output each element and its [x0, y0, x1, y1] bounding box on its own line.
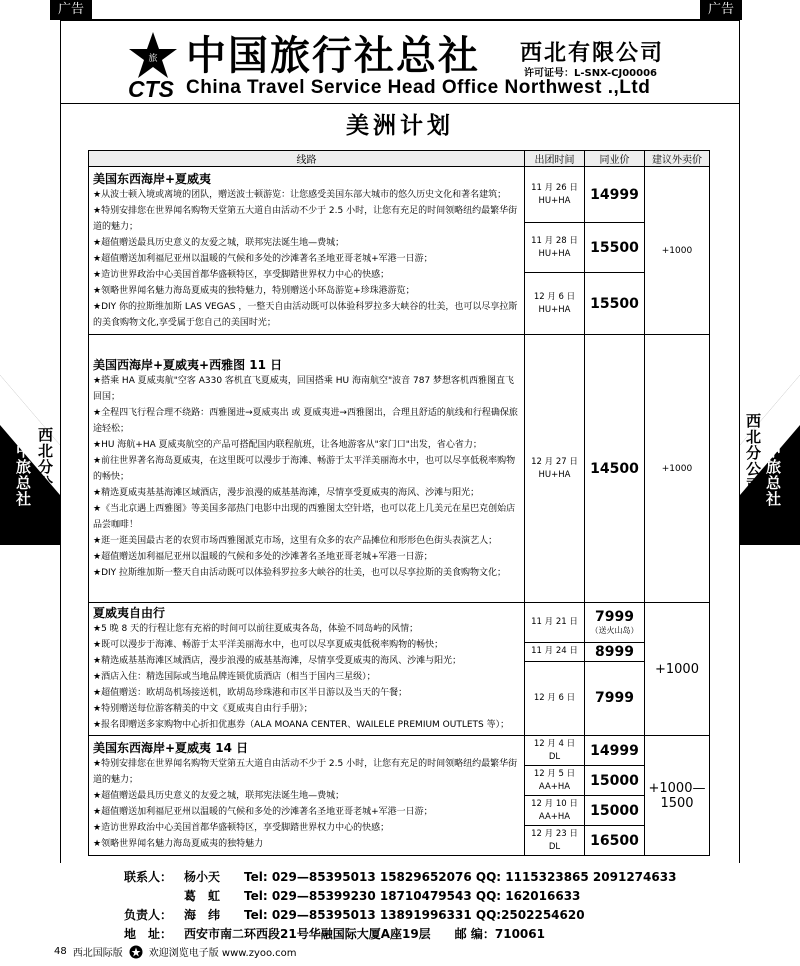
side-text-left-b: 中旅总社	[14, 443, 32, 507]
brand-name-en: China Travel Service Head Office Northwest .,Ltd	[186, 77, 651, 98]
header-suggested-price: 建议外卖价	[645, 151, 710, 167]
route-line: ★超值赠送最具历史意义的友爱之城，联邦宪法诞生地—费城；	[93, 237, 345, 248]
header-trade-price: 同业价	[585, 151, 645, 167]
route-line: ★HU 海航+HA 夏威夷航空的产品可搭配国内联程航班，让各地游客从"家门口"出发，省心省力；	[93, 439, 482, 450]
trade-price-cell	[585, 603, 645, 643]
route-line: ★超值赠送加利福尼亚州以温暖的气候和多处的沙滩著名圣地亚哥老城+军港一日游；	[93, 806, 433, 817]
route-line: ★领略世界闻名魅力海岛夏威夷的独特魅力	[93, 838, 264, 849]
route-line: ★领略世界闻名魅力海岛夏威夷的独特魅力，特别赠送小环岛游览+珍珠港游览；	[93, 285, 415, 296]
departure-date: 11 月 21 日	[525, 603, 585, 643]
side-text-right-a: 西北分公司	[744, 413, 762, 493]
departure-flight: DL	[548, 751, 561, 762]
departure-cell	[525, 796, 585, 826]
route-line: ★超值赠送加利福尼亚州以温暖的气候和多处的沙滩著名圣地亚哥老城+军港一日游；	[93, 551, 433, 562]
departure-date: 12 月 4 日	[533, 738, 576, 749]
route-line: ★从波士顿入境或离境的团队，赠送波士顿游览：让您感受美国东部大城市的悠久历史文化和著名建筑；	[93, 189, 507, 200]
departure-date: 12 月 10 日	[531, 798, 578, 809]
route-cell	[89, 603, 525, 736]
route-line: ★精选威基基海滩区域酒店，漫步浪漫的威基基海滩，尽情享受夏威夷的海风、沙滩与阳光；	[93, 656, 462, 666]
svg-text:旅: 旅	[148, 54, 158, 64]
route-line: ★超值赠送加利福尼亚州以温暖的气候和多处的沙滩著名圣地亚哥老城+军港一日游；	[93, 253, 433, 264]
publication-name: 西北国际版	[72, 948, 123, 959]
suggested-price: +1000	[645, 335, 710, 603]
route-line: ★DIY 你的拉斯维加斯 LAS VEGAS ，一整天自由活动既可以体验科罗拉多大峡谷的壮美，也可以尽享拉斯的美食购物文化,享受属于您自己的美国时光；	[93, 301, 518, 328]
route-line: ★特别安排您在世界闻名购物天堂第五大道自由活动不少于 2.5 小时，让您有充足的时间领略纽约最繁华街道的魅力；	[93, 205, 518, 232]
route-title: 夏威夷自由行	[93, 606, 166, 620]
departure-cell	[525, 273, 585, 335]
departure-date: 12 月 6 日	[533, 291, 576, 302]
trade-price: 14500	[585, 335, 645, 603]
route-title: 美国西海岸+夏威夷+西雅图 11 日	[93, 357, 283, 372]
route-line: ★特别安排您在世界闻名购物天堂第五大道自由活动不少于 2.5 小时，让您有充足的时间领略纽约最繁华街道的魅力；	[93, 758, 518, 785]
contact-block	[124, 868, 676, 944]
departure-flight: HU+HA	[538, 248, 571, 259]
top-rule	[60, 19, 740, 21]
contact-info: Tel: 029—85395013 13891996331 QQ:2502254620	[244, 908, 585, 922]
departure-date: 11 月 26 日	[531, 182, 578, 193]
trade-price: 7999	[595, 609, 634, 626]
suggested-price: +1000	[645, 603, 710, 736]
route-line: ★《当北京遇上西雅图》等美国多部热门电影中出现的西雅图太空针塔，也可以花上几美元在星巴克创始店品尝咖啡！	[93, 503, 516, 530]
page-title: 美洲计划	[346, 112, 454, 139]
route-line: ★前往世界著名海岛夏威夷，在这里既可以漫步于海滩、畅游于太平洋美丽海水中，也可以尽享低税率购物的畅快；	[93, 455, 516, 482]
route-line: ★全程四飞行程合理不绕路：西雅图进→夏威夷出 或 夏威夷进→西雅图出，合理且舒适的航线和行程确保旅途轻松；	[93, 407, 518, 434]
header-divider	[60, 103, 740, 104]
departure-flight: HU+HA	[538, 195, 571, 206]
contact-row	[124, 887, 676, 906]
star-logo-icon	[128, 30, 178, 80]
contact-label: 联系人：	[124, 870, 173, 884]
contact-row	[124, 925, 676, 944]
license-number: 许可证号：L-SNX-CJ00006	[524, 68, 657, 79]
table-row	[89, 335, 710, 603]
trade-price: 14999	[585, 736, 645, 766]
contact-name: 杨小天	[184, 870, 221, 884]
ad-label-right: 广告	[700, 0, 742, 20]
departure-date: 12 月 27 日	[531, 456, 578, 467]
table-row	[89, 603, 710, 643]
contact-label: 负责人：	[124, 908, 173, 922]
departure-flight: HU+HA	[538, 469, 571, 480]
trade-price: 7999	[585, 661, 645, 736]
departure-date: 12 月 5 日	[533, 768, 576, 779]
route-line: ★超值赠送：欧胡岛机场接送机，欧胡岛珍珠港和市区半日游以及当天的午餐；	[93, 688, 408, 698]
route-title: 美国东西海岸+夏威夷	[93, 171, 212, 186]
trade-price: 16500	[585, 826, 645, 856]
suggested-price: +1000—1500	[645, 736, 710, 856]
contact-name: 葛 虹	[184, 889, 221, 903]
trade-price: 15000	[585, 766, 645, 796]
footer	[54, 944, 296, 959]
departure-flight: HU+HA	[538, 304, 571, 315]
route-line: ★造访世界政治中心美国首都华盛顿特区，享受脚踏世界权力中心的快感；	[93, 269, 390, 280]
trade-price: 14999	[585, 167, 645, 223]
route-line: ★造访世界政治中心美国首都华盛顿特区，享受脚踏世界权力中心的快感；	[93, 822, 390, 833]
trade-price: 8999	[585, 643, 645, 661]
departure-flight: AA+HA	[538, 781, 571, 792]
departure-cell	[525, 736, 585, 766]
table-header-row	[89, 151, 710, 167]
side-text-left-a: 西北分公司	[36, 427, 54, 507]
route-cell	[89, 736, 525, 856]
departure-cell	[525, 766, 585, 796]
route-line: ★超值赠送最具历史意义的友爱之城，联邦宪法诞生地—费城；	[93, 790, 345, 801]
departure-flight: DL	[548, 841, 561, 852]
departure-cell	[525, 223, 585, 273]
side-badge-right	[740, 375, 800, 545]
trade-price: 15000	[585, 796, 645, 826]
route-line: ★报名即赠送多家购物中心折扣优惠券（ALA MOANA CENTER、WAILELE PREMIUM OUTLETS 等）；	[93, 720, 510, 730]
price-note: （送火山岛）	[590, 626, 639, 636]
contact-info: 西安市南二环西段21号华融国际大厦A座19层 邮 编：710061	[184, 927, 545, 941]
brand-name-cn: 中国旅行社总社	[186, 32, 480, 79]
page-number: 48	[54, 946, 67, 957]
branch-name-cn: 西北有限公司	[520, 41, 665, 66]
header-departure: 出团时间	[525, 151, 585, 167]
route-line: ★酒店入住：精选国际或当地品牌连锁优质酒店（相当于国内三星级）；	[93, 672, 376, 682]
departure-cell	[525, 826, 585, 856]
itinerary-table	[88, 150, 710, 856]
contact-label	[124, 887, 184, 906]
contact-name: 海 纬	[184, 908, 221, 922]
departure-date: 12 月 6 日	[525, 661, 585, 736]
route-line: ★精选夏威夷基基海滩区域酒店，漫步浪漫的威基基海滩，尽情享受夏威夷的海风、沙滩与阳光；	[93, 487, 480, 498]
table-row	[89, 736, 710, 766]
trade-price: 15500	[585, 273, 645, 335]
departure-flight: AA+HA	[538, 811, 571, 822]
contact-info: Tel: 029—85395013 15829652076 QQ: 1115323865 2091274633	[244, 870, 677, 884]
contact-info: Tel: 029—85399230 18710479543 QQ: 162016633	[244, 889, 581, 903]
cts-wordmark: CTS	[128, 76, 174, 102]
contact-row	[124, 868, 676, 887]
website-link[interactable]: 欢迎浏览电子版 www.zyoo.com	[148, 948, 297, 959]
departure-date: 11 月 24 日	[525, 643, 585, 661]
trade-price: 15500	[585, 223, 645, 273]
route-line: ★DIY 拉斯维加斯一整天自由活动既可以体验科罗拉多大峡谷的壮美，也可以尽享拉斯的美食购物文化；	[93, 567, 507, 578]
departure-date: 12 月 23 日	[531, 828, 578, 839]
departure-cell	[525, 335, 585, 603]
route-cell	[89, 335, 525, 603]
contact-row	[124, 906, 676, 925]
route-cell	[89, 167, 525, 335]
contact-label: 地 址：	[124, 927, 173, 941]
route-line: ★逛一逛美国最古老的农贸市场西雅图派克市场，这里有众多的农产品摊位和形形色色街头表演艺人；	[93, 535, 498, 546]
departure-cell	[525, 167, 585, 223]
table-row	[89, 167, 710, 223]
side-badge-left	[0, 375, 60, 545]
side-text-right-b: 中旅总社	[764, 443, 782, 507]
header-route: 线路	[89, 151, 525, 167]
route-line: ★搭乘 HA 夏威夷航"空客 A330 客机直飞夏威夷，回国搭乘 HU 海南航空"波音 787 梦想客机西雅图直飞回国；	[93, 375, 515, 402]
suggested-price: +1000	[645, 167, 710, 335]
route-line: ★既可以漫步于海滩、畅游于太平洋美丽海水中，也可以尽享夏威夷低税率购物的畅快；	[93, 640, 444, 650]
ad-label-left: 广告	[50, 0, 92, 20]
route-title: 美国东西海岸+夏威夷 14 日	[93, 740, 249, 755]
route-line: ★特别赠送每位游客精美的中文《夏威夷自由行手册》；	[93, 704, 313, 714]
route-line: ★5 晚 8 天的行程让您有充裕的时间可以前往夏威夷各岛，体验不同岛屿的风情；	[93, 624, 419, 634]
departure-date: 11 月 28 日	[531, 235, 578, 246]
emblem-icon	[129, 945, 143, 959]
